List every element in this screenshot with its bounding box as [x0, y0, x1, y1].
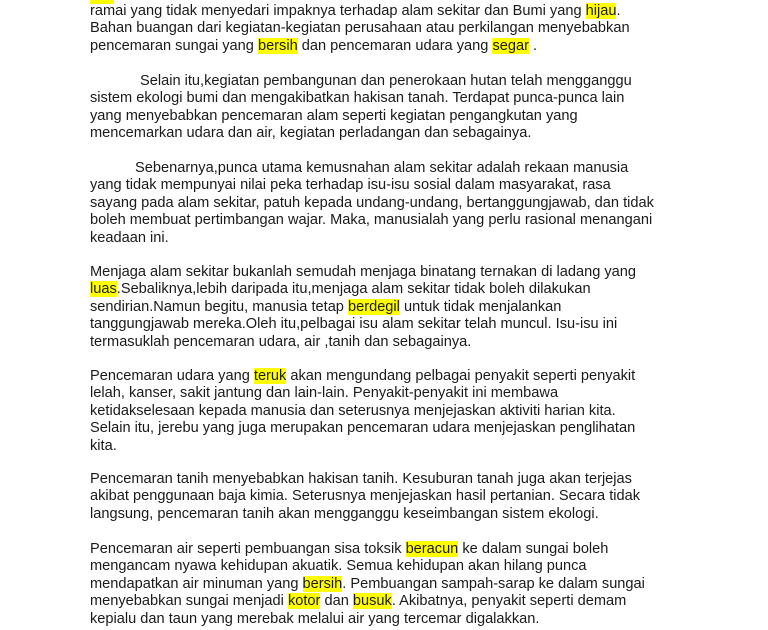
text-line: yang menyebabkan pencemaran alam seperti kegiatan pengangkutan yang — [90, 107, 578, 124]
text-line: langsung, pencemaran tanih akan mengganggu keseimbangan sistem ekologi. — [90, 505, 599, 522]
text-segment: dan pencemaran udara yang — [297, 37, 493, 54]
text-line: termasuklah pencemaran udara, air ,tanih dan sebagainya. — [90, 333, 472, 350]
text-line — [90, 368, 710, 385]
highlighted-word: teruk — [253, 368, 287, 384]
highlighted-word: bersih — [302, 575, 343, 592]
text-segment: Pencemaran air seperti pembuangan sisa toksik — [90, 541, 406, 557]
text-line: Sebenarnya,punca utama kemusnahan alam sekitar adalah rekaan manusia — [135, 160, 629, 176]
text-segment: sendirian.Namun begitu, manusia tetap — [90, 298, 348, 315]
text-line — [90, 281, 710, 298]
highlighted-word: segar — [492, 37, 529, 54]
paragraph — [90, 160, 710, 247]
text-line — [90, 593, 710, 610]
text-line: mengancam nyawa kehidupan akuatik. Semua kehidupan akan hilang punca — [90, 558, 587, 575]
text-segment: untuk tidak menjalankan — [399, 298, 562, 315]
text-line: yang tidak mempunyai nilai peka terhadap isu-isu sosial dalam masyarakat, rasa — [90, 177, 611, 194]
highlighted-word: hijau — [585, 3, 617, 19]
paragraph — [90, 368, 710, 455]
highlighted-word: berdegil — [347, 298, 400, 315]
text-line: Selain itu, jerebu yang juga merupakan pencemaran udara menjejaskan penglihatan — [90, 420, 636, 437]
paragraph — [90, 541, 710, 628]
text-line: akibat penggunaan baja kimia. Seterusnya menjejaskan hasil pertanian. Secara tidak — [90, 488, 641, 505]
text-line: boleh membuat pertimbangan wajar. Maka, manusialah yang perlu rasional menangani — [90, 212, 653, 229]
text-segment: .Sebaliknya,lebih daripada itu,menjaga alam sekitar tidak boleh dilakukan — [116, 281, 591, 298]
paragraph — [90, 3, 710, 55]
text-segment: . Akibatnya, penyakit seperti demam — [391, 593, 627, 610]
text-line: Bahan buangan dari kegiatan-kegiatan perusahaan atau perkilangan menyebabkan — [90, 20, 630, 37]
text-segment: ramai yang tidak menyedari impaknya terhadap alam sekitar dan Bumi yang — [90, 3, 586, 19]
text-segment: dan — [320, 593, 353, 610]
text-line: kepialu dan taun yang merebak melalui air yang tercemar digalakkan. — [90, 610, 540, 627]
text-line: mencemarkan udara dan air, kegiatan perladangan dan sebagainya. — [90, 125, 532, 142]
text-line: ketidakselesaan kepada manusia dan seterusnya menjejaskan aktiviti harian kita. — [90, 402, 616, 419]
highlighted-word: bersih — [257, 37, 298, 54]
text-line: sistem ekologi bumi dan mengakibatkan hakisan tanah. Terdapat punca-punca lain — [90, 90, 625, 107]
text-line: Menjaga alam sekitar bukanlah semudah menjaga binatang ternakan di ladang yang — [90, 264, 637, 280]
paragraph — [90, 264, 710, 351]
text-segment: ke dalam sungai boleh — [458, 541, 609, 557]
text-line: tanggungjawab mereka.Oleh itu,pelbagai isu alam sekitar telah muncul. Isu-isu ini — [90, 316, 618, 333]
text-line: kita. — [90, 437, 117, 454]
text-segment: mendapatkan air minuman yang — [90, 575, 303, 592]
text-line: keadaan ini. — [90, 229, 169, 246]
text-segment: akan mengundang pelbagai penyakit seperti penyakit — [286, 368, 636, 384]
text-line — [90, 3, 710, 20]
text-segment: pencemaran sungai yang — [90, 37, 258, 54]
highlighted-word: luas — [90, 281, 117, 298]
text-segment: . — [616, 3, 621, 19]
text-segment: Pencemaran udara yang — [90, 368, 254, 384]
text-line — [90, 541, 710, 558]
text-line: Selain itu,kegiatan pembangunan dan penerokaan hutan telah mengganggu — [140, 73, 632, 89]
text-line — [90, 576, 710, 593]
text-segment: menyebabkan sungai menjadi — [90, 593, 288, 610]
text-line: Pencemaran tanih menyebabkan hakisan tanih. Kesuburan tanah juga akan terjejas — [90, 471, 632, 487]
paragraph — [90, 471, 710, 523]
text-line — [90, 299, 710, 316]
text-line: lelah, kanser, sakit jantung dan lain-lain. Penyakit-penyakit ini membawa — [90, 385, 559, 402]
highlighted-word: busuk — [352, 593, 392, 610]
text-segment: . Pembuangan sampah-sarap ke dalam sungai — [342, 575, 645, 592]
text-line: sayang pada alam sekitar, patuh kepada undang-undang, bertanggungjawab, dan tidak — [90, 194, 654, 211]
text-segment: . — [528, 37, 538, 54]
highlighted-word: beracun — [405, 541, 459, 557]
paragraph — [90, 73, 710, 143]
highlighted-word: kotor — [287, 593, 321, 610]
text-line — [90, 38, 710, 55]
